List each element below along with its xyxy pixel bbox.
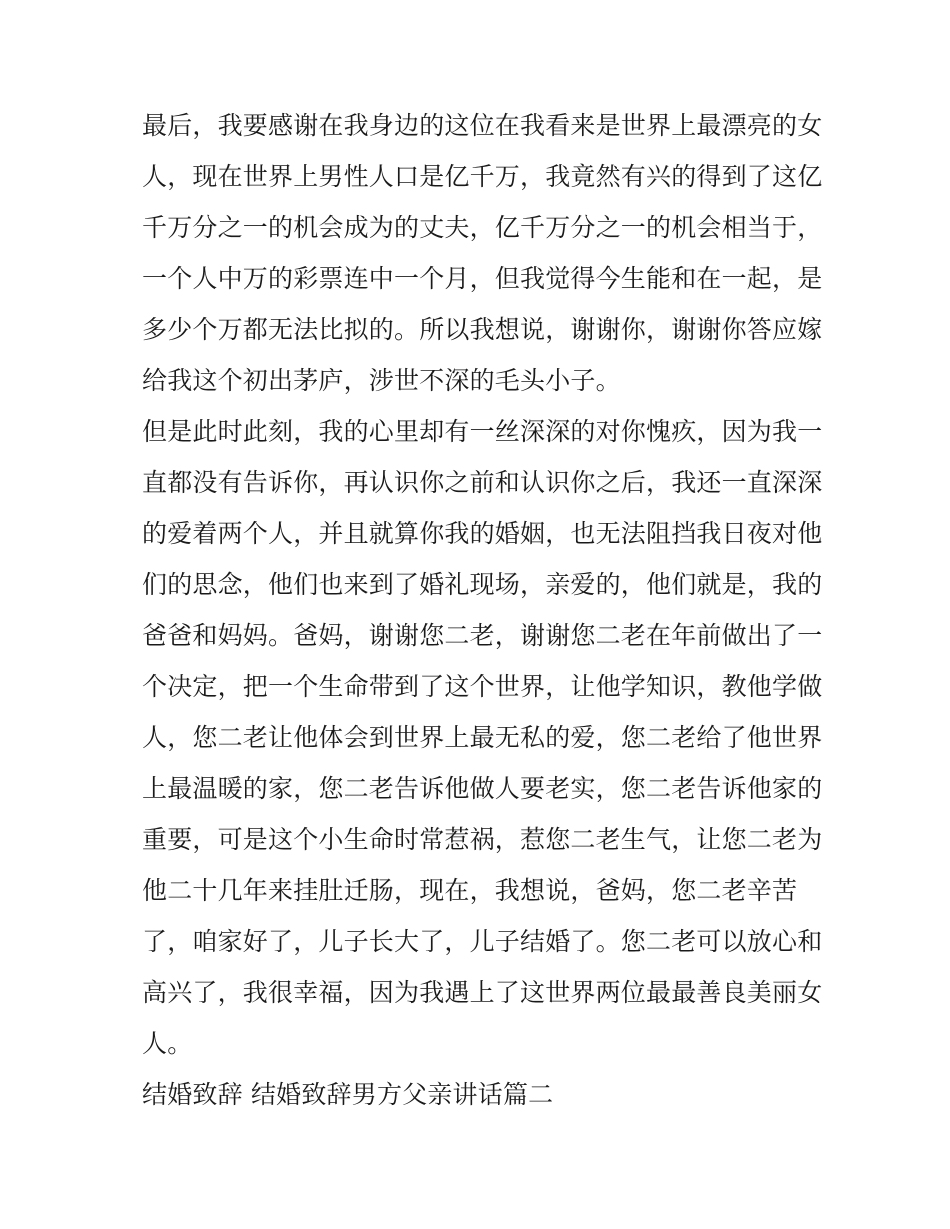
text-line: 个决定，把一个生命带到了这个世界，让他学知识，教他学做 [142,672,823,701]
text-line: 了，咱家好了，儿子长大了，儿子结婚了。您二老可以放心和 [142,927,823,956]
text-line: 一个人中万的彩票连中一个月，但我觉得今生能和在一起，是 [142,264,823,293]
text-line: 人。 [142,1029,193,1058]
text-line: 人，现在世界上男性人口是亿千万，我竟然有兴的得到了这亿 [142,162,823,191]
text-line: 最后，我要感谢在我身边的这位在我看来是世界上最漂亮的女 [142,111,823,140]
text-line: 高兴了，我很幸福，因为我遇上了这世界两位最最善良美丽女 [142,978,823,1007]
text-line: 上最温暖的家，您二老告诉他做人要老实，您二老告诉他家的 [142,774,823,803]
section-heading: 结婚致辞 结婚致辞男方父亲讲话篇二 [142,1080,554,1109]
text-line: 千万分之一的机会成为的丈夫，亿千万分之一的机会相当于， [142,213,823,242]
text-line: 们的思念，他们也来到了婚礼现场，亲爱的，他们就是，我的 [142,570,823,599]
text-line: 他二十几年来挂肚迁肠，现在，我想说，爸妈，您二老辛苦 [142,876,798,905]
text-line: 重要，可是这个小生命时常惹祸，惹您二老生气，让您二老为 [142,825,823,854]
text-line: 给我这个初出茅庐，涉世不深的毛头小子。 [142,366,621,395]
text-line: 多少个万都无法比拟的。所以我想说，谢谢你，谢谢你答应嫁 [142,315,823,344]
text-line: 直都没有告诉你，再认识你之前和认识你之后，我还一直深深 [142,468,823,497]
text-line: 的爱着两个人，并且就算你我的婚姻，也无法阻挡我日夜对他 [142,519,823,548]
text-line: 人，您二老让他体会到世界上最无私的爱，您二老给了他世界 [142,723,823,752]
text-line: 爸爸和妈妈。爸妈，谢谢您二老，谢谢您二老在年前做出了一 [142,621,823,650]
text-line: 但是此时此刻，我的心里却有一丝深深的对你愧疚，因为我一 [142,417,823,446]
